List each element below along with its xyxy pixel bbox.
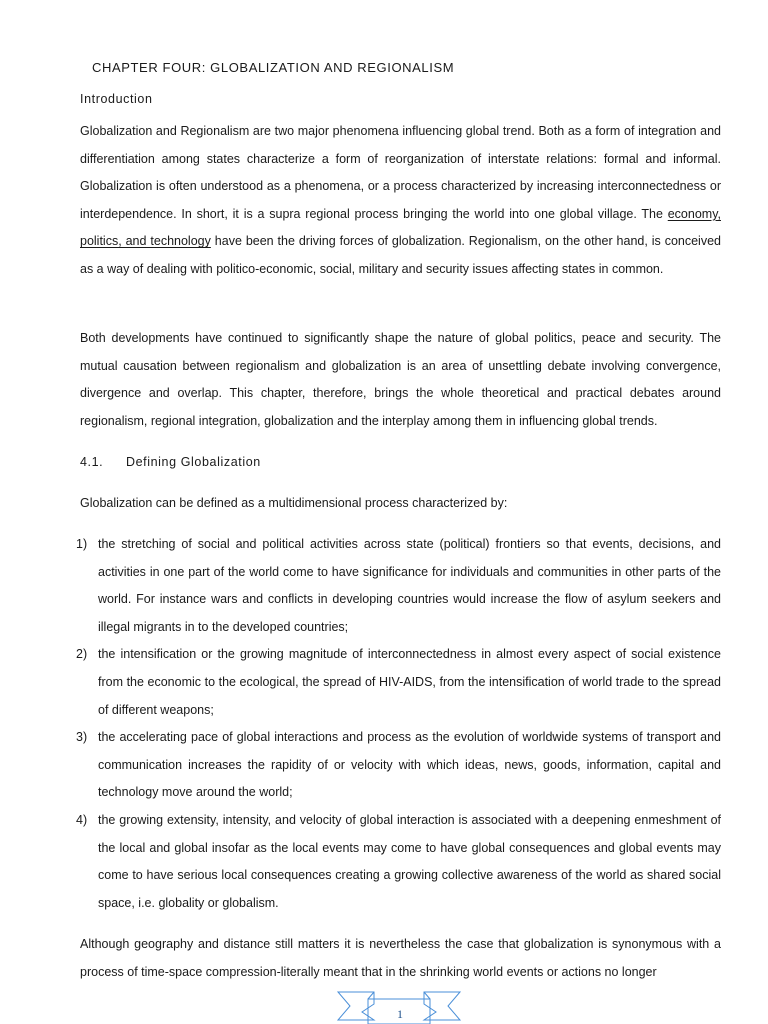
intro-paragraph-1: [80, 118, 721, 284]
list-item-text: the accelerating pace of global interactions and process as the evolution of worldwide systems of transport and communication increases the rapidity of or velocity with which ideas, news, goods, information, capital and technology move around the world;: [98, 730, 721, 800]
section-heading: [80, 455, 261, 469]
intro-p1-text-after: have been the driving forces of globalization. Regionalism, on the other hand, is conceived as a way of dealing with politico-economic, social, military and security issues affecting states in common.: [80, 234, 721, 276]
chapter-title: CHAPTER FOUR: GLOBALIZATION AND REGIONALISM: [92, 60, 455, 75]
section-number: 4.1.: [80, 455, 104, 469]
section-lead: Globalization can be defined as a multidimensional process characterized by:: [80, 496, 508, 510]
closing-paragraph: Although geography and distance still matters it is nevertheless the case that globalization is synonymous with a process of time-space compression-literally meant that in the shrinking world events or actions no longer: [80, 937, 721, 979]
list-item: [76, 531, 721, 641]
list-marker: 1): [76, 537, 88, 551]
intro-p1-underlined-text: economy, politics, and technology: [80, 206, 721, 249]
intro-heading: Introduction: [80, 92, 153, 106]
characteristics-list: [76, 531, 721, 917]
list-item: [76, 807, 721, 917]
list-marker: 2): [76, 647, 88, 662]
intro-paragraph-2: Both developments have continued to significantly shape the nature of global politics, peace and security. The mutual causation between regionalism and globalization is an area of unsettling debate involving convergence, divergence and overlap. This chapter, therefore, brings the whole theoretical and practical debates around regionalism, regional integration, globalization and the interplay among them in influencing global trends.: [80, 331, 721, 428]
page-number: 1: [397, 1007, 403, 1021]
list-item-text: the growing extensity, intensity, and velocity of global interaction is associated with a deepening enmeshment of the local and global insofar as the local events may come to have global consequences and global events may come to have serious local consequences creating a growing collective awareness of the world as shared social space, i.e. globality or globalism.: [98, 812, 721, 910]
list-item: [76, 641, 721, 724]
intro-p1-text-before: Globalization and Regionalism are two major phenomena influencing global trend. Both as a form of integration and differentiation among states characterize a form of reorganization of interstate relations: formal and informal. Globalization is often understood as a phenomena, or a process characterized by increasing interconnectedness or interdependence. In short, it is a supra regional process bringing the world into one global village. The: [80, 124, 721, 221]
list-item-text: the intensification or the growing magnitude of interconnectedness in almost every aspect of social existence from the economic to the ecological, the spread of HIV-AIDS, from the intensification of world trade to the spread of different weapons;: [98, 647, 721, 717]
section-title: Defining Globalization: [126, 455, 261, 469]
list-marker: 4): [76, 812, 88, 827]
list-item-text: the stretching of social and political activities across state (political) frontiers so that events, decisions, and activities in one part of the world come to have significance for individuals and communities in other parts of the world. For instance wars and conflicts in developing countries would increase the flow of asylum seekers and illegal migrants in to the developed countries;: [98, 537, 721, 634]
list-marker: 3): [76, 730, 88, 745]
list-item: [76, 724, 721, 807]
